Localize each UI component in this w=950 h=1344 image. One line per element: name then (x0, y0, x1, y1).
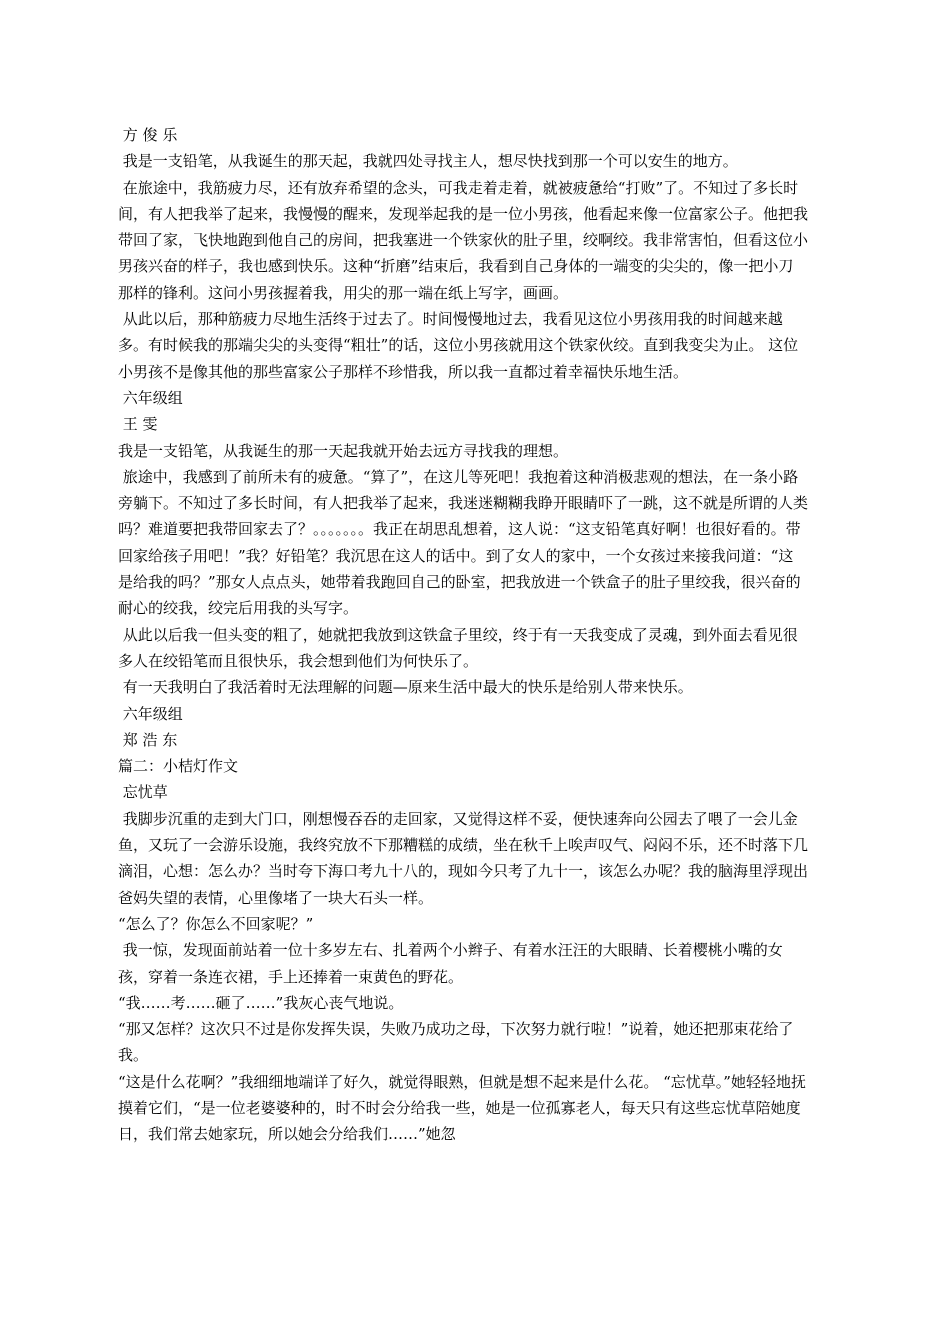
section-heading: 篇二：小桔灯作文 (118, 757, 239, 776)
body-paragraph: 有一天我明白了我活着时无法理解的问题—原来生活中最大的快乐是给别人带来快乐。 (118, 678, 693, 697)
dialogue-line: “怎么了？你怎么不回家呢？” (118, 914, 314, 933)
body-paragraph: 我是一支铅笔，从我诞生的那一天起我就开始去远方寻找我的理想。 (118, 441, 569, 460)
author-line: 王 雯 (118, 415, 158, 434)
author-line: 方 俊 乐 (118, 126, 178, 144)
dialogue-line: “我……考……砸了……”我灰心丧气地说。 (118, 993, 404, 1012)
grade-line: 六年级组 (118, 704, 183, 723)
body-paragraph: 旅途中，我感到了前所未有的疲惫。“算了”，在这儿等死吧！我抱着这种消极悲观的想法，在一条小路旁躺下。不知过了多长时间，有人把我举了起来，我迷迷糊糊我睁开眼睛吓了一跳，这不就是所谓的人类吗？难道要把我带回家去了？。。。。。。。我正在胡思乱想着，这人说：“这支铅笔真好啊！也很好看的。带回家给孩子用吧！”我？好铅笔？我沉思在这人的话中。到了女人的家中，一个女孩过来接我问道：“这是给我的吗？”那女人点点头，她带着我跑回自己的卧室，把我放进一个铁盒子的肚子里绞我，很兴奋的耐心的绞我，绞完后用我的头写字。 (118, 467, 809, 618)
dialogue-line: “那又怎样？这次只不过是你发挥失误，失败乃成功之母，下次努力就行啦！”说着，她还把那束花给了我。 (118, 1020, 794, 1065)
body-paragraph: 我脚步沉重的走到大门口，刚想慢吞吞的走回家，又觉得这样不妥，便快速奔向公园去了喂了一会儿金鱼，又玩了一会游乐设施，我终究放不下那糟糕的成绩，坐在秋千上唉声叹气、闷闷不乐，还不时落下几滴泪，心想：怎么办？当时夸下海口考九十八的，现如今只考了九十一，该怎么办呢？我的脑海里浮现出爸妈失望的表情，心里像堵了一块大石头一样。 (118, 809, 809, 907)
body-paragraph: 我是一支铅笔，从我诞生的那天起，我就四处寻找主人，想尽快找到那一个可以安生的地方。 (118, 152, 738, 171)
body-paragraph: 在旅途中，我筋疲力尽，还有放弃希望的念头，可我走着走着，就被疲惫给“打败”了。不知过了多长时间，有人把我举了起来，我慢慢的醒来，发现举起我的是一位小男孩，他看起来像一位富家公子。他把我带回了家，飞快地跑到他自己的房间，把我塞进一个铁家伙的肚子里，绞啊绞。我非常害怕，但看这位小男孩兴奋的样子，我也感到快乐。这种“折磨”结束后，我看到自己身体的一端变的尖尖的，像一把小刀那样的锋利。这问小男孩握着我，用尖的那一端在纸上写字，画画。 (118, 178, 809, 302)
body-paragraph: 从此以后我一但头变的粗了，她就把我放到这铁盒子里绞，终于有一天我变成了灵魂，到外面去看见很多人在绞铅笔而且很快乐，我会想到他们为何快乐了。 (118, 625, 798, 670)
body-paragraph: 我一惊，发现面前站着一位十多岁左右、扎着两个小辫子、有着水汪汪的大眼睛、长着樱桃小嘴的女孩，穿着一条连衣裙，手上还捧着一束黄色的野花。 (118, 941, 783, 986)
grade-line: 六年级组 (118, 388, 183, 407)
author-line: 郑 浩 东 (118, 730, 178, 749)
dialogue-line: “这是什么花啊？”我细细地端详了好久，就觉得眼熟，但就是想不起来是什么花。 “忘忧草。”她轻轻地抚摸着它们，“是一位老婆婆种的，时不时会分给我一些，她是一位孤寡老人，每天只有这些忘忧草陪她度日，我们常去她家玩，所以她会分给我们……”她忽 (118, 1072, 806, 1144)
essay-title: 忘忧草 (118, 783, 168, 802)
body-paragraph: 从此以后，那种筋疲力尽地生活终于过去了。时间慢慢地过去，我看见这位小男孩用我的时间越来越多。有时候我的那端尖尖的头变得“粗壮”的话，这位小男孩就用这个铁家伙绞。直到我变尖为止。 这位小男孩不是像其他的那些富家公子那样不珍惜我，所以我一直都过着幸福快乐地生活。 (118, 310, 799, 381)
document-page (118, 122, 808, 1148)
